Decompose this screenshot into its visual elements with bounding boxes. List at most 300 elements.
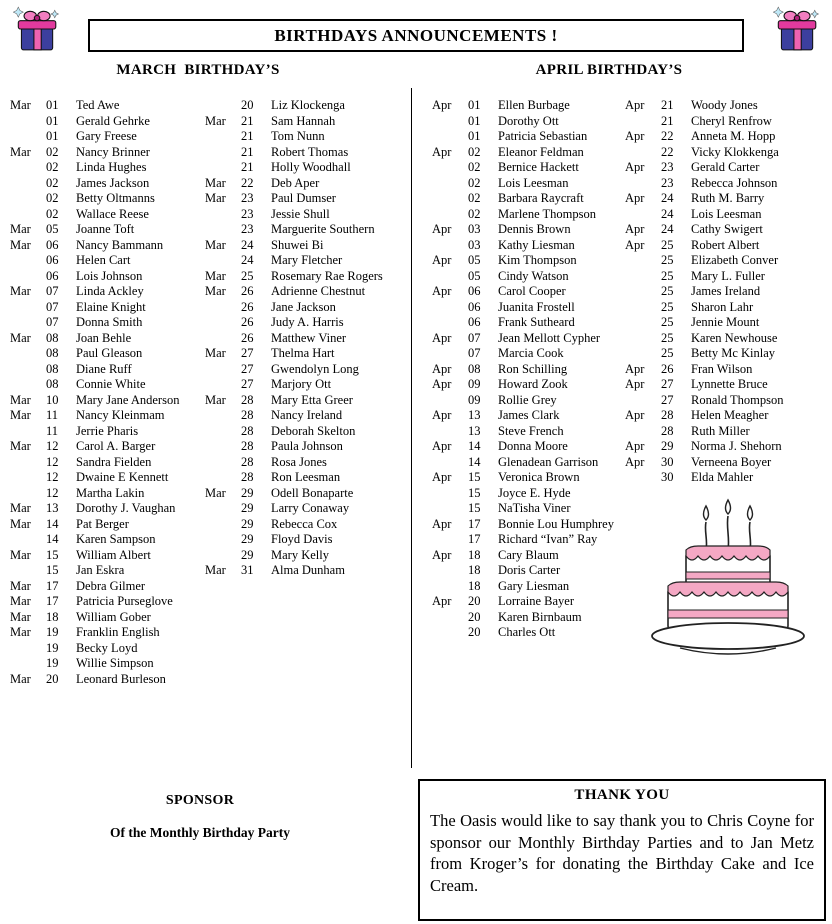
birthday-person-name: Vicky Klokkenga (691, 144, 779, 159)
birthday-row (10, 517, 206, 533)
birthday-day: 08 (46, 361, 59, 376)
birthday-month-label (432, 610, 468, 626)
birthday-day: 25 (661, 346, 674, 360)
birthday-month-label (432, 532, 468, 548)
birthday-person-name: Karen Birnbaum (498, 609, 582, 624)
birthday-day: 29 (241, 532, 254, 546)
thank-you-heading: THANK YOU (574, 787, 670, 803)
birthday-month-label (10, 641, 46, 657)
birthday-day: 12 (46, 454, 59, 469)
birthday-day: 28 (661, 423, 674, 438)
birthday-day: 06 (46, 253, 59, 267)
birthday-day: 19 (46, 656, 59, 670)
birthday-row (10, 563, 206, 579)
birthday-person-name: Ruth Miller (691, 423, 750, 438)
birthday-row (625, 424, 831, 440)
birthday-month-label: Mar (10, 237, 31, 252)
birthday-row (205, 563, 411, 579)
birthday-person-name: Sharon Lahr (691, 299, 754, 314)
birthday-day: 29 (241, 516, 254, 531)
birthday-month-label (205, 300, 241, 316)
birthday-month-label (625, 470, 661, 486)
birthday-day: 18 (46, 609, 59, 624)
birthday-row (10, 579, 206, 595)
birthday-person-name: Marlene Thompson (498, 206, 597, 221)
birthday-row (10, 641, 206, 657)
birthday-month-label (432, 315, 468, 331)
birthday-person-name: Matthew Viner (271, 330, 347, 345)
birthday-month-label: Apr (625, 454, 645, 469)
birthday-person-name: Norma J. Shehorn (691, 439, 782, 453)
birthday-row (10, 486, 206, 502)
birthday-person-name: Larry Conaway (271, 501, 350, 515)
birthday-day: 23 (661, 160, 674, 174)
birthday-row (625, 393, 831, 409)
birthday-day: 13 (46, 501, 59, 515)
thank-you-body: The Oasis would like to say thank you to Chris Coyne for sponsor our Monthly Birthday Parties and to Jan Metz from Kroger’s for donating the Birthday Cake and Ice Cream. (430, 811, 814, 895)
birthday-day: 13 (468, 423, 481, 438)
april-list-column-1 (432, 98, 626, 641)
birthday-day: 19 (46, 640, 59, 655)
birthday-month-label: Mar (10, 501, 31, 515)
birthday-day: 03 (468, 237, 481, 252)
birthday-month-label: Apr (625, 191, 645, 205)
birthday-row (10, 129, 206, 145)
birthday-day: 27 (661, 377, 674, 391)
birthday-person-name: Connie White (76, 377, 146, 391)
birthday-person-name: Liz Klockenga (271, 98, 345, 112)
birthday-person-name: Betty Oltmanns (76, 191, 155, 205)
birthday-person-name: Rosemary Rae Rogers (271, 268, 383, 283)
birthday-person-name: Fran Wilson (691, 361, 753, 376)
birthday-day: 26 (241, 284, 254, 298)
birthday-person-name: Steve French (498, 423, 564, 438)
page-title: BIRTHDAYS ANNOUNCEMENTS ! (274, 25, 558, 45)
birthday-day: 07 (46, 284, 59, 298)
birthday-day: 05 (46, 222, 59, 236)
birthday-day: 21 (661, 113, 674, 128)
birthday-row (10, 439, 206, 455)
april-heading: APRIL BIRTHDAY’S (535, 62, 683, 78)
birthday-month-label (432, 191, 468, 207)
birthday-month-label: Apr (432, 361, 452, 376)
birthday-person-name: Floyd Davis (271, 532, 333, 546)
birthday-person-name: Karen Newhouse (691, 330, 778, 345)
birthday-day: 20 (468, 609, 481, 624)
birthday-row (205, 114, 411, 130)
birthday-person-name: Helen Cart (76, 253, 131, 267)
birthday-day: 28 (241, 439, 254, 453)
birthday-day: 02 (46, 144, 59, 159)
birthday-day: 02 (468, 175, 481, 190)
birthday-person-name: Charles Ott (498, 625, 556, 639)
birthday-day: 02 (468, 206, 481, 221)
birthday-day: 25 (661, 237, 674, 252)
birthday-row (205, 501, 411, 517)
birthday-person-name: Robert Albert (691, 237, 760, 252)
birthday-day: 21 (241, 160, 254, 174)
birthday-row (432, 563, 626, 579)
birthday-cake-icon (640, 492, 820, 670)
birthday-row (432, 548, 626, 564)
birthday-person-name: Becky Loyd (76, 640, 138, 655)
birthday-row (205, 439, 411, 455)
birthday-month-label (205, 470, 241, 486)
birthday-month-label (10, 114, 46, 130)
birthday-month-label: Mar (10, 330, 31, 345)
birthday-month-label: Apr (432, 439, 452, 453)
birthday-person-name: Willie Simpson (76, 656, 154, 670)
birthday-month-label (432, 300, 468, 316)
birthday-person-name: Marcia Cook (498, 346, 564, 360)
birthday-day: 15 (46, 563, 59, 577)
birthday-row (625, 455, 831, 471)
birthday-day: 05 (468, 253, 481, 267)
birthday-month-label (205, 377, 241, 393)
birthday-person-name: Elaine Knight (76, 299, 146, 314)
birthday-day: 23 (661, 175, 674, 190)
birthday-month-label (205, 98, 241, 114)
birthday-person-name: Mary Fletcher (271, 253, 343, 267)
birthday-row (10, 315, 206, 331)
birthday-month-label: Mar (10, 516, 31, 531)
birthday-day: 18 (468, 563, 481, 577)
birthday-day: 08 (46, 330, 59, 345)
birthday-month-label: Mar (205, 563, 226, 577)
birthday-month-label (205, 315, 241, 331)
birthday-month-label: Mar (205, 268, 226, 283)
birthday-month-label (432, 129, 468, 145)
birthday-row (10, 284, 206, 300)
birthday-row (10, 331, 206, 347)
birthday-month-label: Apr (625, 377, 645, 391)
birthday-month-label: Mar (10, 625, 31, 639)
birthday-person-name: Cheryl Renfrow (691, 113, 772, 128)
birthday-row (10, 98, 206, 114)
birthday-person-name: Nancy Brinner (76, 144, 150, 159)
birthday-row (432, 594, 626, 610)
birthday-day: 29 (241, 501, 254, 515)
birthday-day: 26 (241, 315, 254, 329)
birthday-row (432, 207, 626, 223)
gift-right-icon (773, 4, 819, 54)
birthday-day: 28 (661, 408, 674, 422)
birthday-month-label (205, 439, 241, 455)
birthday-month-label (625, 176, 661, 192)
birthday-row (432, 160, 626, 176)
birthday-row (432, 532, 626, 548)
birthday-person-name: Ellen Burbage (498, 98, 570, 112)
birthday-row (432, 362, 626, 378)
birthday-person-name: Dorothy Ott (498, 113, 559, 128)
birthday-row (625, 160, 831, 176)
birthday-month-label (10, 455, 46, 471)
birthday-row (10, 393, 206, 409)
birthday-row (625, 129, 831, 145)
birthday-person-name: Gwendolyn Long (271, 361, 359, 376)
birthday-day: 25 (661, 268, 674, 283)
birthday-day: 14 (46, 532, 59, 546)
birthday-person-name: Barbara Raycraft (498, 191, 584, 205)
birthday-month-label: Mar (10, 439, 31, 453)
birthday-row (205, 145, 411, 161)
birthday-day: 25 (241, 268, 254, 283)
birthday-day: 18 (468, 547, 481, 562)
birthday-row (432, 486, 626, 502)
birthday-day: 22 (661, 144, 674, 159)
birthday-person-name: Ronald Thompson (691, 392, 784, 407)
birthday-person-name: Kathy Liesman (498, 237, 575, 252)
birthday-person-name: Lorraine Bayer (498, 594, 575, 608)
birthday-month-label: Mar (205, 485, 226, 500)
birthday-month-label: Mar (10, 408, 31, 422)
birthday-row (10, 222, 206, 238)
birthday-month-label (625, 284, 661, 300)
birthday-row (205, 455, 411, 471)
birthday-row (432, 331, 626, 347)
birthday-row (432, 145, 626, 161)
birthday-row (625, 207, 831, 223)
birthday-person-name: Rollie Grey (498, 392, 557, 407)
birthday-day: 15 (468, 470, 481, 484)
birthday-month-label (10, 160, 46, 176)
birthday-person-name: Adrienne Chestnut (271, 284, 366, 298)
birthday-row (625, 145, 831, 161)
birthday-row (205, 362, 411, 378)
birthday-month-label (10, 424, 46, 440)
birthday-person-name: Dennis Brown (498, 222, 571, 236)
birthday-month-label: Mar (205, 392, 226, 407)
birthday-day: 27 (661, 392, 674, 407)
birthday-day: 12 (46, 485, 59, 500)
birthday-row (205, 315, 411, 331)
birthday-month-label: Mar (205, 284, 226, 298)
birthday-person-name: Marguerite Southern (271, 222, 375, 236)
birthday-day: 28 (241, 408, 254, 422)
birthday-person-name: Karen Sampson (76, 532, 156, 546)
birthday-person-name: Joanne Toft (76, 222, 135, 236)
birthday-day: 07 (46, 299, 59, 314)
column-divider (411, 88, 412, 768)
april-list-column-2 (625, 98, 831, 486)
birthday-row (625, 408, 831, 424)
birthday-day: 28 (241, 454, 254, 469)
birthday-row (205, 160, 411, 176)
birthday-row (10, 672, 206, 688)
birthday-person-name: Patricia Sebastian (498, 129, 588, 143)
birthday-day: 14 (468, 454, 481, 469)
birthday-person-name: Frank Sutheard (498, 315, 575, 329)
birthday-row (10, 145, 206, 161)
birthday-row (432, 517, 626, 533)
birthday-day: 17 (46, 594, 59, 608)
birthday-row (10, 269, 206, 285)
birthday-month-label (625, 145, 661, 161)
birthday-row (432, 470, 626, 486)
birthday-day: 17 (46, 578, 59, 593)
birthday-person-name: William Gober (76, 609, 151, 624)
birthday-month-label: Apr (432, 253, 452, 267)
birthday-person-name: Cathy Swigert (691, 222, 763, 236)
birthday-month-label (10, 656, 46, 672)
birthday-row (432, 222, 626, 238)
birthday-row (432, 176, 626, 192)
birthday-day: 17 (468, 516, 481, 531)
birthday-row (432, 238, 626, 254)
birthday-day: 15 (468, 501, 481, 515)
birthday-day: 29 (661, 439, 674, 453)
birthday-person-name: Dorothy J. Vaughan (76, 501, 176, 515)
birthday-month-label (10, 176, 46, 192)
birthday-day: 06 (468, 299, 481, 314)
birthday-person-name: Judy A. Harris (271, 315, 344, 329)
birthday-day: 06 (468, 284, 481, 298)
birthday-month-label: Mar (10, 222, 31, 236)
birthday-month-label (205, 331, 241, 347)
birthday-row (205, 408, 411, 424)
birthday-month-label (10, 377, 46, 393)
birthday-row (205, 253, 411, 269)
birthday-day: 21 (241, 129, 254, 143)
birthday-day: 21 (661, 98, 674, 112)
birthday-row (625, 114, 831, 130)
march-list-column-1 (10, 98, 206, 687)
birthday-person-name: Ruth M. Barry (691, 191, 765, 205)
birthday-month-label: Apr (625, 237, 645, 252)
birthday-row (625, 346, 831, 362)
birthday-row (10, 253, 206, 269)
birthday-month-label (10, 470, 46, 486)
birthday-day: 22 (661, 129, 674, 143)
birthday-row (432, 455, 626, 471)
birthday-person-name: Donna Smith (76, 315, 143, 329)
birthday-day: 23 (241, 191, 254, 205)
birthday-person-name: Joan Behle (76, 330, 132, 345)
birthday-row (205, 269, 411, 285)
birthday-month-label (625, 393, 661, 409)
birthday-month-label: Apr (432, 594, 452, 608)
birthday-month-label (432, 563, 468, 579)
birthday-person-name: Ron Schilling (498, 361, 568, 376)
birthday-month-label (625, 253, 661, 269)
birthday-day: 26 (241, 299, 254, 314)
birthday-row (205, 222, 411, 238)
birthday-day: 01 (46, 98, 59, 112)
birthday-person-name: Cary Blaum (498, 547, 559, 562)
birthday-month-label (205, 222, 241, 238)
birthday-row (205, 98, 411, 114)
birthday-row (432, 129, 626, 145)
birthday-day: 01 (468, 129, 481, 143)
birthday-person-name: Mary Jane Anderson (76, 392, 180, 407)
birthday-row (10, 114, 206, 130)
birthday-month-label (432, 114, 468, 130)
birthday-month-label: Apr (432, 377, 452, 391)
birthday-person-name: Lynnette Bruce (691, 377, 768, 391)
birthday-row (432, 439, 626, 455)
birthday-day: 25 (661, 315, 674, 329)
birthday-day: 05 (468, 268, 481, 283)
birthday-row (625, 191, 831, 207)
birthday-row (10, 207, 206, 223)
birthday-row (10, 300, 206, 316)
birthday-person-name: Linda Ackley (76, 284, 144, 298)
birthday-person-name: Paul Gleason (76, 346, 143, 360)
birthday-row (432, 114, 626, 130)
birthday-person-name: Howard Zook (498, 377, 568, 391)
birthday-row (205, 424, 411, 440)
birthday-day: 29 (241, 547, 254, 562)
birthday-row (205, 548, 411, 564)
birthday-month-label: Apr (432, 408, 452, 422)
birthday-day: 02 (468, 160, 481, 174)
birthday-person-name: Shuwei Bi (271, 237, 324, 252)
birthday-month-label (432, 238, 468, 254)
birthday-person-name: Lois Johnson (76, 268, 143, 283)
birthday-day: 06 (468, 315, 481, 329)
birthday-row (10, 532, 206, 548)
birthday-month-label (10, 269, 46, 285)
birthday-person-name: Deb Aper (271, 175, 320, 190)
birthday-row (432, 625, 626, 641)
birthday-month-label (205, 129, 241, 145)
birthday-person-name: James Ireland (691, 284, 761, 298)
birthday-month-label (205, 548, 241, 564)
birthday-day: 09 (468, 392, 481, 407)
birthday-person-name: NaTisha Viner (498, 501, 571, 515)
birthday-day: 02 (468, 144, 481, 159)
birthday-row (432, 408, 626, 424)
birthday-month-label: Apr (625, 129, 645, 143)
birthday-person-name: Thelma Hart (271, 346, 335, 360)
birthday-row (625, 470, 831, 486)
birthday-row (10, 176, 206, 192)
birthday-person-name: Alma Dunham (271, 563, 345, 577)
birthday-month-label: Mar (205, 237, 226, 252)
birthday-month-label: Mar (10, 578, 31, 593)
birthday-person-name: Holly Woodhall (271, 160, 351, 174)
birthday-day: 07 (468, 330, 481, 345)
birthday-day: 27 (241, 346, 254, 360)
birthday-month-label (625, 207, 661, 223)
birthday-row (205, 393, 411, 409)
birthday-month-label: Apr (625, 439, 645, 453)
birthday-row (10, 656, 206, 672)
birthday-row (432, 393, 626, 409)
birthday-row (205, 284, 411, 300)
birthday-month-label: Mar (10, 671, 31, 686)
birthday-person-name: Jan Eskra (76, 563, 125, 577)
birthday-person-name: Verneena Boyer (691, 454, 772, 469)
birthday-row (10, 548, 206, 564)
birthday-month-label (10, 207, 46, 223)
birthday-day: 26 (661, 361, 674, 376)
birthday-day: 30 (661, 470, 674, 484)
birthday-row (10, 424, 206, 440)
birthday-row (625, 439, 831, 455)
birthday-row (432, 98, 626, 114)
birthday-day: 07 (468, 346, 481, 360)
birthday-month-label (10, 486, 46, 502)
birthday-day: 23 (241, 222, 254, 236)
birthday-month-label (625, 424, 661, 440)
birthday-row (432, 610, 626, 626)
birthday-row (205, 331, 411, 347)
birthday-row (432, 315, 626, 331)
birthday-row (10, 610, 206, 626)
birthday-month-label (205, 501, 241, 517)
birthday-month-label: Mar (10, 284, 31, 298)
